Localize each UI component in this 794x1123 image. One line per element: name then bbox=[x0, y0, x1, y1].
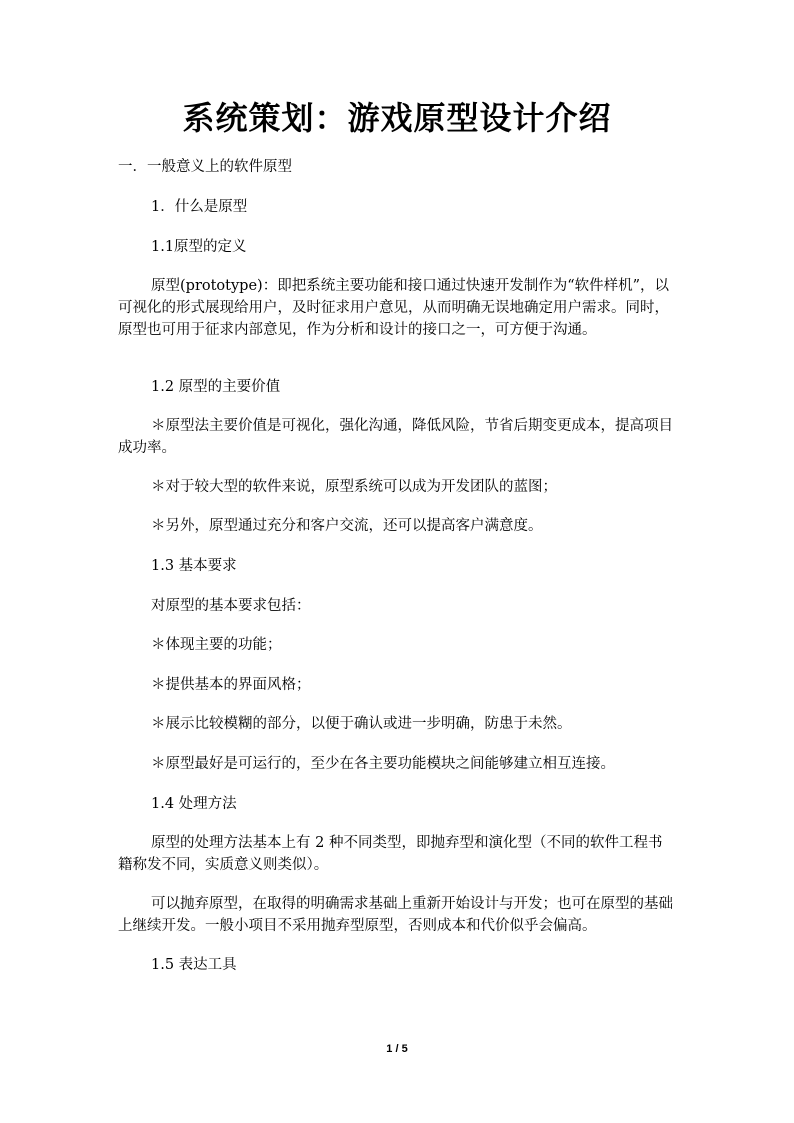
subsection-heading-1-1: 1.1原型的定义 bbox=[151, 239, 247, 255]
page-number: 1 / 5 bbox=[386, 1043, 408, 1055]
paragraph-requirements-intro: 对原型的基本要求包括： bbox=[151, 598, 311, 614]
paragraph-prototype-definition: 原型(prototype)：即把系统主要功能和接口通过快速开发制作为“软件样机”，以可视化的形式展现给用户，及时征求用户意见，从而明确无误地确定用户需求。同时，原型也可用于征求内部意见，作为分析和设计的接口之一，可方便于沟通。 bbox=[118, 278, 670, 338]
bullet-main-value: ＊原型法主要价值是可视化，强化沟通，降低风险，节省后期变更成本，提高项目成功率。 bbox=[118, 418, 673, 456]
page-title: 系统策划：游戏原型设计介绍 bbox=[182, 99, 612, 137]
subsection-heading-1-2: 1.2 原型的主要价值 bbox=[151, 379, 281, 395]
bullet-main-functions: ＊体现主要的功能； bbox=[151, 637, 282, 653]
subsection-heading-1-3: 1.3 基本要求 bbox=[151, 558, 237, 574]
bullet-blueprint: ＊对于较大型的软件来说，原型系统可以成为开发团队的蓝图； bbox=[151, 479, 557, 495]
bullet-interface-style: ＊提供基本的界面风格； bbox=[151, 677, 311, 693]
subsection-heading-1-5: 1.5 表达工具 bbox=[151, 957, 237, 973]
bullet-satisfaction: ＊另外，原型通过充分和客户交流，还可以提高客户满意度。 bbox=[151, 518, 543, 534]
section-heading-1: 一．一般意义上的软件原型 bbox=[118, 159, 292, 175]
subsection-heading-1-4: 1.4 处理方法 bbox=[151, 796, 237, 812]
bullet-runnable: ＊原型最好是可运行的，至少在各主要功能模块之间能够建立相互连接。 bbox=[151, 756, 615, 772]
subsection-heading-1: 1．什么是原型 bbox=[151, 199, 248, 215]
paragraph-processing-types: 原型的处理方法基本上有 2 种不同类型，即抛弃型和演化型（不同的软件工程书籍称发不同，实质意义则类似）。 bbox=[118, 835, 663, 873]
paragraph-throwaway-prototype: 可以抛弃原型，在取得的明确需求基础上重新开始设计与开发；也可在原型的基础上继续开发。一般小项目不采用抛弃型原型，否则成本和代价似乎会偏高。 bbox=[118, 896, 673, 934]
bullet-vague-parts: ＊展示比较模糊的部分，以便于确认或进一步明确，防患于未然。 bbox=[151, 716, 572, 732]
